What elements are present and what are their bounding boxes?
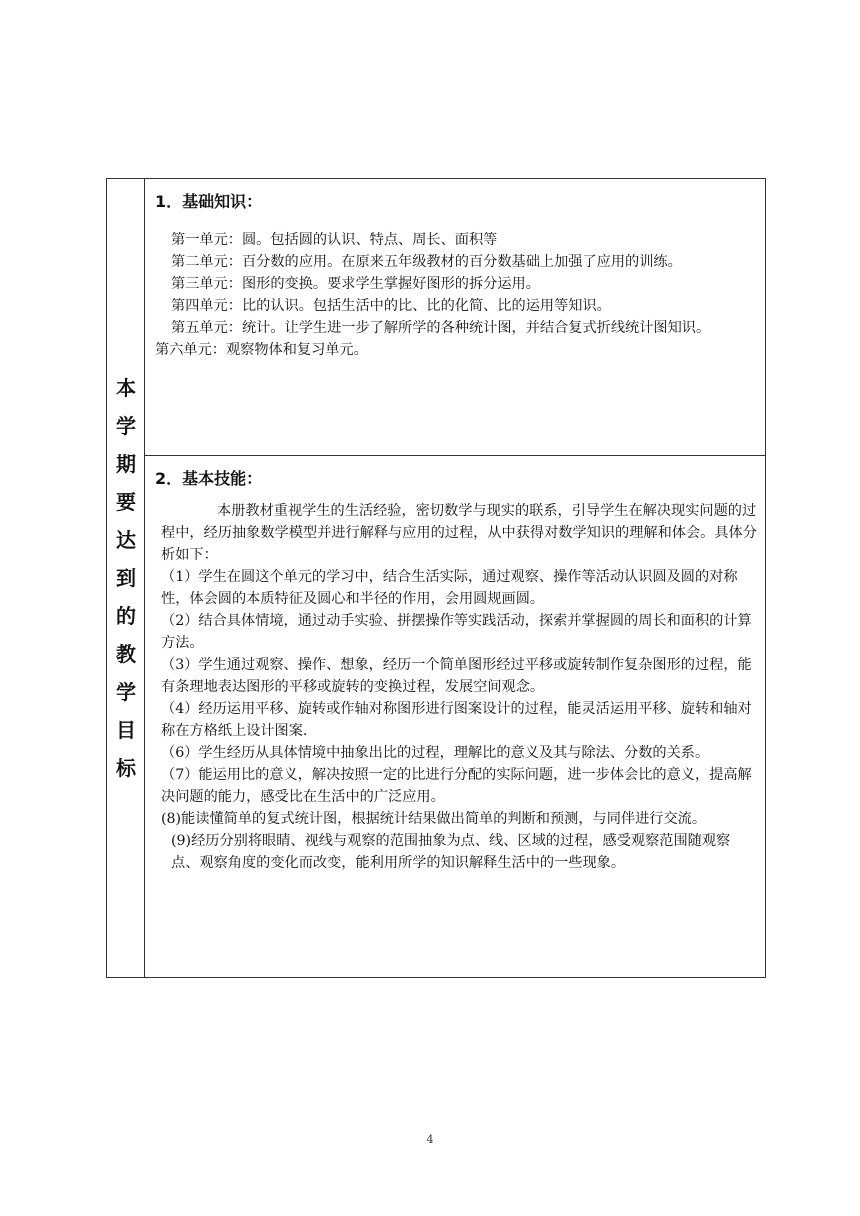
side-label-char: 到 [116,566,136,590]
side-label-char: 期 [116,452,136,476]
side-label-char: 要 [116,490,136,514]
page-number: 4 [426,1133,434,1146]
objectives-table [106,178,766,978]
basic-knowledge-heading: 1．基础知识： [155,192,263,211]
skill-item: （1）学生在圆这个单元的学习中，结合生活实际，通过观察、操作等活动认识圆及圆的对称性，体会圆的本质特征及圆心和半径的作用，会用圆规画圆。 [161,569,738,607]
basic-knowledge-cell [145,179,766,456]
side-label-char: 学 [116,414,136,438]
side-label-char: 的 [116,604,136,628]
skill-item: （6）学生经历从具体情境中抽象出比的过程，理解比的意义及其与除法、分数的关系。 [161,745,710,761]
skill-item: （3）学生通过观察、操作、想象，经历一个简单图形经过平移或旋转制作复杂图形的过程，能有条理地表达图形的平移或旋转的变换过程，发展空间观念。 [161,657,752,695]
side-label-char: 目 [116,718,136,742]
skill-item: (9)经历分别将眼睛、视线与观察的范围抽象为点、线、区域的过程，感受观察范围随观察点、观察角度的变化而改变，能利用所学的知识解释生活中的一些现象。 [171,833,731,871]
unit-line: 第三单元：图形的变换。要求学生掌握好图形的拆分运用。 [171,276,540,292]
side-label-char: 本 [116,376,136,400]
unit-line: 第一单元：圆。包括圆的认识、特点、周长、面积等 [171,232,498,248]
basic-skills-heading: 2．基本技能： [155,469,263,488]
unit-line: 第六单元：观察物体和复习单元。 [155,342,368,358]
skill-item: （4）经历运用平移、旋转或作轴对称图形进行图案设计的过程，能灵活运用平移、旋转和轴对称在方格纸上设计图案. [161,701,752,739]
unit-line: 第五单元：统计。让学生进一步了解所学的各种统计图，并结合复式折线统计图知识。 [171,320,711,336]
skill-item: （2）结合具体情境，通过动手实验、拼摆操作等实践活动，探索并掌握圆的周长和面积的计算方法。 [161,613,752,651]
side-label-char: 标 [116,756,136,780]
basic-skills-intro: 本册教材重视学生的生活经验，密切数学与现实的联系，引导学生在解决现实问题的过程中，经历抽象数学模型并进行解释与应用的过程，从中获得对数学知识的理解和体会。具体分析如下： [161,503,757,563]
skill-item: （7）能运用比的意义，解决按照一定的比进行分配的实际问题，进一步体会比的意义，提高解决问题的能力，感受比在生活中的广泛应用。 [161,767,752,805]
basic-skills-cell [145,456,766,978]
unit-line: 第四单元：比的认识。包括生活中的比、比的化简、比的运用等知识。 [171,298,611,314]
unit-line: 第二单元：百分数的应用。在原来五年级教材的百分数基础上加强了应用的训练。 [171,254,682,270]
side-label [107,369,145,787]
side-label-char: 教 [116,642,136,666]
side-label-char: 学 [116,680,136,704]
side-label-cell [107,179,145,978]
skill-item: (8)能读懂简单的复式统计图，根据统计结果做出简单的判断和预测，与同伴进行交流。 [161,811,707,827]
side-label-char: 达 [116,528,136,552]
